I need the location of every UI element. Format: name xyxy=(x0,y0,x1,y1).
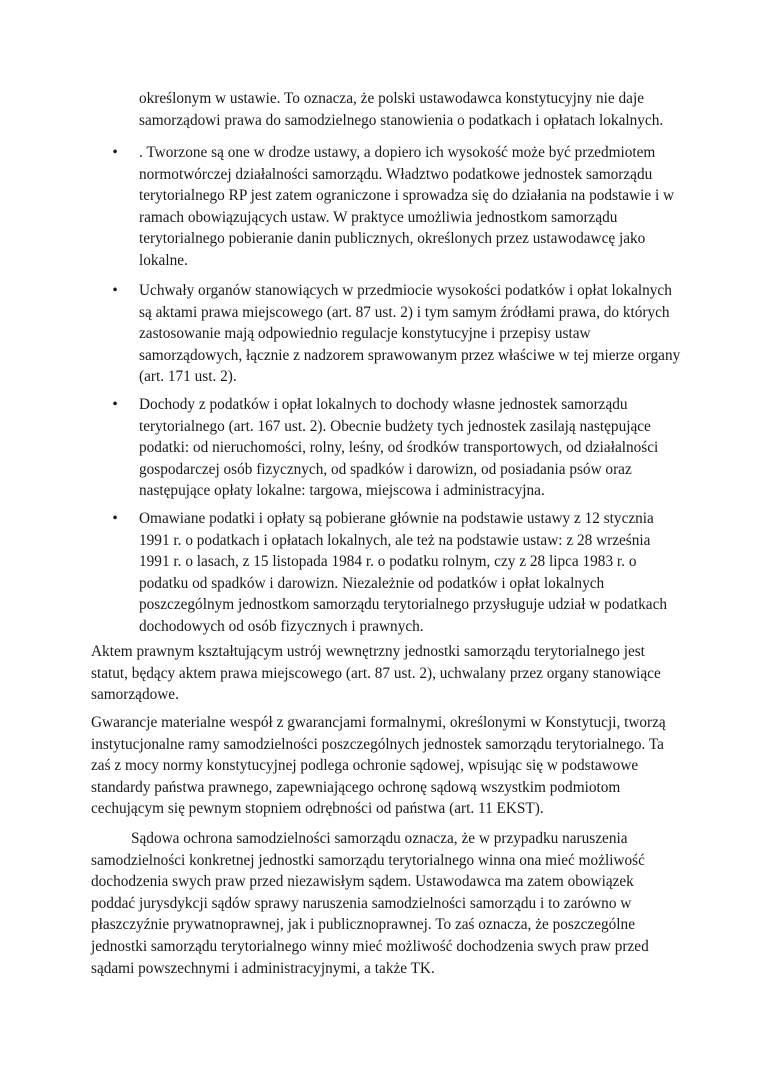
paragraph-judicial-protection: Sądowa ochrona samodzielności samorządu oznacza, że w przypadku naruszenia samodzielności konkretnej jednostki samorządu terytorialnego winna ona mieć możliwość dochodzenia swych praw przed niezawisłym sądem. Ustawodawca ma zatem obowiązek poddać jurysdykcji sądów sprawy naruszenia samodzielności samorządu i to zarówno w płaszczyźnie prywatnoprawnej, jak i publicznoprawnej. To zaś oznacza, że poszczególne jednostki samorządu terytorialnego winny mieć możliwość dochodzenia swych praw przed sądami powszechnymi i administracyjnymi, a także TK. xyxy=(91,830,649,977)
bullet-item: Dochody z podatków i opłat lokalnych to dochody własne jednostek samorządu terytorialnego (art. 167 ust. 2). Obecnie budżety tych jednostek zasilają następujące podatki: od nieruchomości, rolny, leśny, od środków transportowych, od działalności gospodarczej osób fizycznych, od spadków i darowizn, od posiadania psów oraz następujące opłaty lokalne: targowa, miejscowa i administracyjna. xyxy=(139,396,659,500)
bullet-marker: • xyxy=(112,282,118,299)
bullet-marker: • xyxy=(112,144,118,161)
paragraph-guarantees: Gwarancje materialne wespół z gwarancjami formalnymi, określonymi w Konstytucji, tworzą instytucjonalne ramy samodzielności poszczególnych jednostek samorządu terytorialnego. Ta zaś z mocy normy konstytucyjnej podlega ochronie sądowej, wpisując się w podstawowe standardy państwa prawnego, zapewniającego ochronę sądową wszystkim podmiotom cechującym się pewnym stopniem odrębności od państwa (art. 11 EKST). xyxy=(91,714,666,818)
bullet-marker: • xyxy=(112,510,118,527)
paragraph-statute: Aktem prawnym kształtującym ustrój wewnętrzny jednostki samorządu terytorialnego jest statut, będący aktem prawa miejscowego (art. 87 ust. 2), uchwalany przez organy stanowiące samorządowe. xyxy=(91,643,661,704)
bullet-item: . Tworzone są one w drodze ustawy, a dopiero ich wysokość może być przedmiotem normotwórczej działalności samorządu. Władztwo podatkowe jednostek samorządu terytorialnego RP jest zatem ograniczone i sprowadza się do działania na podstawie i w ramach obowiązujących ustaw. W praktyce umożliwia jednostkom samorządu terytorialnego pobieranie danin publicznych, określonych przez ustawodawcę jako lokalne. xyxy=(139,144,675,269)
bullet-item: Omawiane podatki i opłaty są pobierane głównie na podstawie ustawy z 12 stycznia 1991 r. o podatkach i opłatach lokalnych, ale też na podstawie ustaw: z 28 września 1991 r. o lasach, z 15 listopada 1984 r. o podatku rolnym, czy z 28 lipca 1983 r. o podatku od spadków i darowizn. Niezależnie od podatków i opłat lokalnych poszczególnym jednostkom samorządu terytorialnego przysługuje udział w podatkach dochodowych od osób fizycznych i prawnych. xyxy=(139,510,668,635)
bullet-marker: • xyxy=(112,396,118,413)
intro-continuation: określonym w ustawie. To oznacza, że polski ustawodawca konstytucyjny nie daje samorządowi prawa do samodzielnego stanowienia o podatkach i opłatach lokalnych. xyxy=(139,90,664,129)
bullet-item: Uchwały organów stanowiących w przedmiocie wysokości podatków i opłat lokalnych są aktami prawa miejscowego (art. 87 ust. 2) i tym samym źródłami prawa, do których zastosowanie mają odpowiednio regulacje konstytucyjne i przepisy ustaw samorządowych, łącznie z nadzorem sprawowanym przez właściwe w tej mierze organy (art. 171 ust. 2). xyxy=(139,282,681,386)
